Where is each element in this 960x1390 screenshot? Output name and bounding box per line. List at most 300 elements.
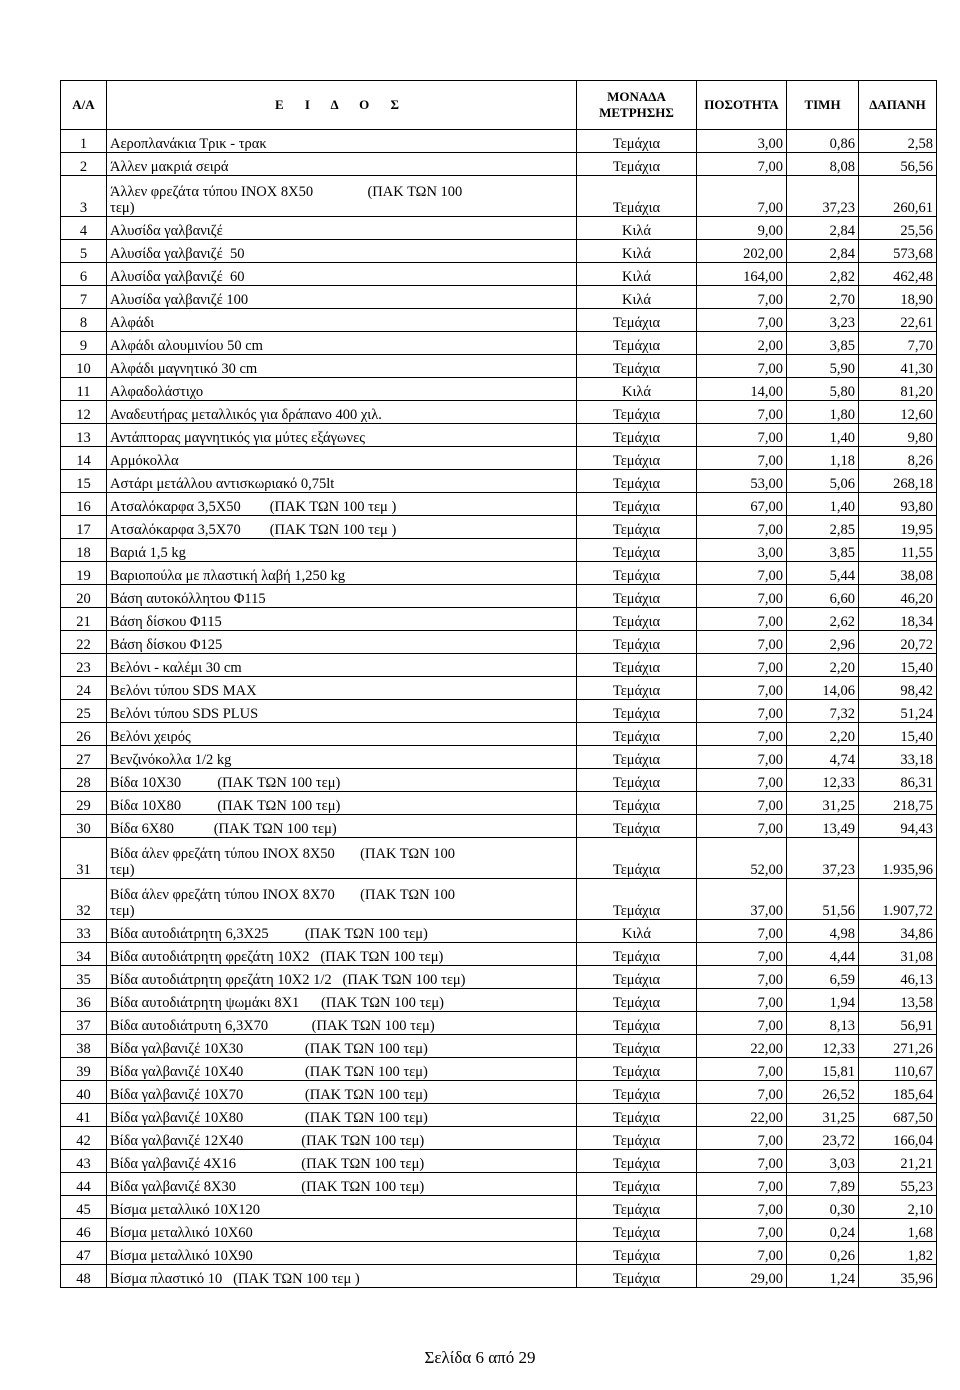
row-quantity: 22,00	[697, 1035, 787, 1058]
row-unit: Τεμάχια	[577, 654, 697, 677]
row-description: Αλφάδι αλουμινίου 50 cm	[107, 332, 577, 355]
row-number: 31	[61, 838, 107, 879]
row-number: 20	[61, 585, 107, 608]
row-price: 8,08	[787, 153, 859, 176]
header-unit	[577, 81, 697, 130]
row-price: 5,80	[787, 378, 859, 401]
row-price: 2,20	[787, 723, 859, 746]
table-row	[61, 217, 937, 240]
row-unit: Τεμάχια	[577, 989, 697, 1012]
row-cost: 11,55	[859, 539, 937, 562]
row-price: 4,98	[787, 920, 859, 943]
row-quantity: 7,00	[697, 989, 787, 1012]
row-cost: 22,61	[859, 309, 937, 332]
row-cost: 15,40	[859, 723, 937, 746]
table-row	[61, 176, 937, 217]
row-number: 5	[61, 240, 107, 263]
row-price: 3,85	[787, 539, 859, 562]
row-quantity: 53,00	[697, 470, 787, 493]
row-description: Αεροπλανάκια Τρικ - τρακ	[107, 130, 577, 153]
row-number: 40	[61, 1081, 107, 1104]
row-price: 1,18	[787, 447, 859, 470]
items-table	[60, 80, 937, 1288]
row-number: 18	[61, 539, 107, 562]
table-row	[61, 309, 937, 332]
row-price: 3,03	[787, 1150, 859, 1173]
row-number: 37	[61, 1012, 107, 1035]
row-price: 1,40	[787, 424, 859, 447]
row-unit: Τεμάχια	[577, 401, 697, 424]
row-number: 3	[61, 176, 107, 217]
row-unit: Τεμάχια	[577, 769, 697, 792]
row-description: Αλφάδι	[107, 309, 577, 332]
row-cost: 1,68	[859, 1219, 937, 1242]
row-number: 15	[61, 470, 107, 493]
row-cost: 20,72	[859, 631, 937, 654]
row-number: 1	[61, 130, 107, 153]
row-cost: 18,34	[859, 608, 937, 631]
row-number: 9	[61, 332, 107, 355]
row-cost: 260,61	[859, 176, 937, 217]
row-description: Βίδα 10Χ80 (ΠΑΚ ΤΩΝ 100 τεμ)	[107, 792, 577, 815]
row-unit: Τεμάχια	[577, 539, 697, 562]
row-description: Βίδα γαλβανιζέ 8Χ30 (ΠΑΚ ΤΩΝ 100 τεμ)	[107, 1173, 577, 1196]
row-price: 2,20	[787, 654, 859, 677]
row-cost: 56,56	[859, 153, 937, 176]
row-quantity: 7,00	[697, 585, 787, 608]
row-price: 26,52	[787, 1081, 859, 1104]
row-quantity: 7,00	[697, 792, 787, 815]
row-price: 3,85	[787, 332, 859, 355]
row-quantity: 3,00	[697, 539, 787, 562]
row-cost: 573,68	[859, 240, 937, 263]
row-cost: 15,40	[859, 654, 937, 677]
row-price: 12,33	[787, 1035, 859, 1058]
row-unit: Τεμάχια	[577, 470, 697, 493]
row-cost: 2,10	[859, 1196, 937, 1219]
row-cost: 94,43	[859, 815, 937, 838]
row-price: 23,72	[787, 1127, 859, 1150]
row-unit: Τεμάχια	[577, 516, 697, 539]
row-cost: 31,08	[859, 943, 937, 966]
table-row	[61, 1127, 937, 1150]
row-quantity: 7,00	[697, 562, 787, 585]
row-price: 0,86	[787, 130, 859, 153]
table-row	[61, 1035, 937, 1058]
row-cost: 462,48	[859, 263, 937, 286]
row-price: 6,59	[787, 966, 859, 989]
row-cost: 33,18	[859, 746, 937, 769]
table-row	[61, 355, 937, 378]
table-row	[61, 746, 937, 769]
row-quantity: 7,00	[697, 815, 787, 838]
row-cost: 9,80	[859, 424, 937, 447]
header-product-label: Ε Ι Δ Ο Σ	[274, 97, 409, 112]
row-number: 48	[61, 1265, 107, 1288]
table-row	[61, 1242, 937, 1265]
table-row	[61, 989, 937, 1012]
row-unit: Κιλά	[577, 920, 697, 943]
row-price: 1,80	[787, 401, 859, 424]
row-number: 42	[61, 1127, 107, 1150]
row-quantity: 7,00	[697, 1127, 787, 1150]
row-cost: 166,04	[859, 1127, 937, 1150]
row-unit: Τεμάχια	[577, 723, 697, 746]
table-row	[61, 401, 937, 424]
row-description: Άλλεν φρεζάτα τύπου INOX 8X50 (ΠΑΚ ΤΩΝ 100 τεμ)	[107, 176, 577, 217]
row-price: 5,44	[787, 562, 859, 585]
row-cost: 185,64	[859, 1081, 937, 1104]
row-unit: Τεμάχια	[577, 1265, 697, 1288]
row-description: Βάση αυτοκόλλητου Φ115	[107, 585, 577, 608]
table-row	[61, 470, 937, 493]
row-price: 2,85	[787, 516, 859, 539]
table-row	[61, 562, 937, 585]
row-unit: Τεμάχια	[577, 309, 697, 332]
row-price: 13,49	[787, 815, 859, 838]
row-cost: 18,90	[859, 286, 937, 309]
row-number: 30	[61, 815, 107, 838]
row-description: Βελόνι - καλέμι 30 cm	[107, 654, 577, 677]
table-row	[61, 654, 937, 677]
row-price: 1,24	[787, 1265, 859, 1288]
row-description: Βίδα γαλβανιζέ 10Χ40 (ΠΑΚ ΤΩΝ 100 τεμ)	[107, 1058, 577, 1081]
row-cost: 55,23	[859, 1173, 937, 1196]
row-quantity: 7,00	[697, 286, 787, 309]
row-number: 32	[61, 879, 107, 920]
row-quantity: 52,00	[697, 838, 787, 879]
row-cost: 98,42	[859, 677, 937, 700]
row-quantity: 7,00	[697, 1219, 787, 1242]
row-quantity: 7,00	[697, 631, 787, 654]
row-unit: Τεμάχια	[577, 1035, 697, 1058]
table-row	[61, 493, 937, 516]
row-number: 14	[61, 447, 107, 470]
row-quantity: 7,00	[697, 401, 787, 424]
table-row	[61, 1196, 937, 1219]
row-price: 0,26	[787, 1242, 859, 1265]
row-number: 44	[61, 1173, 107, 1196]
row-quantity: 7,00	[697, 769, 787, 792]
row-quantity: 7,00	[697, 1012, 787, 1035]
row-description: Αντάπτορας μαγνητικός για μύτες εξάγωνες	[107, 424, 577, 447]
table-row	[61, 700, 937, 723]
table-row	[61, 943, 937, 966]
row-cost: 1.935,96	[859, 838, 937, 879]
row-unit: Τεμάχια	[577, 332, 697, 355]
row-number: 4	[61, 217, 107, 240]
row-unit: Τεμάχια	[577, 447, 697, 470]
table-row	[61, 539, 937, 562]
header-unit-line1: ΜΟΝΑΔΑ	[607, 89, 666, 104]
row-description: Βίδα 10Χ30 (ΠΑΚ ΤΩΝ 100 τεμ)	[107, 769, 577, 792]
row-cost: 12,60	[859, 401, 937, 424]
row-cost: 271,26	[859, 1035, 937, 1058]
row-description: Αλυσίδα γαλβανιζέ 100	[107, 286, 577, 309]
row-quantity: 7,00	[697, 966, 787, 989]
row-price: 15,81	[787, 1058, 859, 1081]
row-quantity: 7,00	[697, 1173, 787, 1196]
row-unit: Κιλά	[577, 240, 697, 263]
row-description: Ατσαλόκαρφα 3,5Χ70 (ΠΑΚ ΤΩΝ 100 τεμ )	[107, 516, 577, 539]
table-body	[61, 130, 937, 1288]
row-unit: Τεμάχια	[577, 631, 697, 654]
header-product	[107, 81, 577, 130]
row-number: 19	[61, 562, 107, 585]
row-cost: 41,30	[859, 355, 937, 378]
row-number: 10	[61, 355, 107, 378]
row-number: 16	[61, 493, 107, 516]
row-cost: 8,26	[859, 447, 937, 470]
row-cost: 93,80	[859, 493, 937, 516]
table-row	[61, 966, 937, 989]
row-quantity: 7,00	[697, 516, 787, 539]
row-quantity: 202,00	[697, 240, 787, 263]
row-number: 43	[61, 1150, 107, 1173]
row-description: Βίδα γαλβανιζέ 10Χ70 (ΠΑΚ ΤΩΝ 100 τεμ)	[107, 1081, 577, 1104]
row-quantity: 22,00	[697, 1104, 787, 1127]
row-cost: 35,96	[859, 1265, 937, 1288]
row-description: Βελόνι τύπου SDS MAX	[107, 677, 577, 700]
row-quantity: 7,00	[697, 654, 787, 677]
table-row	[61, 130, 937, 153]
row-quantity: 7,00	[697, 700, 787, 723]
row-unit: Τεμάχια	[577, 355, 697, 378]
row-description: Βίσμα πλαστικό 10 (ΠΑΚ ΤΩΝ 100 τεμ )	[107, 1265, 577, 1288]
row-unit: Κιλά	[577, 378, 697, 401]
row-unit: Τεμάχια	[577, 1012, 697, 1035]
table-row	[61, 838, 937, 879]
row-number: 26	[61, 723, 107, 746]
row-price: 7,32	[787, 700, 859, 723]
row-description: Βίδα γαλβανιζέ 12Χ40 (ΠΑΚ ΤΩΝ 100 τεμ)	[107, 1127, 577, 1150]
row-description: Βίδα αυτοδιάτρητη φρεζάτη 10Χ2 1/2 (ΠΑΚ ΤΩΝ 100 τεμ)	[107, 966, 577, 989]
row-price: 51,56	[787, 879, 859, 920]
row-number: 22	[61, 631, 107, 654]
row-price: 31,25	[787, 792, 859, 815]
row-price: 2,82	[787, 263, 859, 286]
table-row	[61, 1058, 937, 1081]
table-row	[61, 424, 937, 447]
row-description: Βίδα γαλβανιζέ 4Χ16 (ΠΑΚ ΤΩΝ 100 τεμ)	[107, 1150, 577, 1173]
row-quantity: 67,00	[697, 493, 787, 516]
row-description: Βίδα άλεν φρεζάτη τύπου INOX 8X70 (ΠΑΚ ΤΩΝ 100 τεμ)	[107, 879, 577, 920]
row-number: 36	[61, 989, 107, 1012]
row-description: Αρμόκολλα	[107, 447, 577, 470]
row-unit: Τεμάχια	[577, 493, 697, 516]
row-cost: 56,91	[859, 1012, 937, 1035]
row-number: 35	[61, 966, 107, 989]
row-price: 5,90	[787, 355, 859, 378]
table-row	[61, 516, 937, 539]
row-quantity: 3,00	[697, 130, 787, 153]
table-row	[61, 263, 937, 286]
row-number: 39	[61, 1058, 107, 1081]
row-price: 3,23	[787, 309, 859, 332]
row-description: Αναδευτήρας μεταλλικός για δράπανο 400 χιλ.	[107, 401, 577, 424]
table-row	[61, 792, 937, 815]
table-row	[61, 1081, 937, 1104]
table-row	[61, 286, 937, 309]
row-number: 13	[61, 424, 107, 447]
row-cost: 51,24	[859, 700, 937, 723]
row-cost: 13,58	[859, 989, 937, 1012]
row-cost: 34,86	[859, 920, 937, 943]
row-description: Αστάρι μετάλλου αντισκωριακό 0,75lt	[107, 470, 577, 493]
row-description: Άλλεν μακριά σειρά	[107, 153, 577, 176]
row-price: 31,25	[787, 1104, 859, 1127]
row-cost: 1.907,72	[859, 879, 937, 920]
table-row	[61, 240, 937, 263]
row-description: Ατσαλόκαρφα 3,5Χ50 (ΠΑΚ ΤΩΝ 100 τεμ )	[107, 493, 577, 516]
row-description: Βίδα αυτοδιάτρυτη 6,3Χ70 (ΠΑΚ ΤΩΝ 100 τεμ)	[107, 1012, 577, 1035]
table-row	[61, 1219, 937, 1242]
row-cost: 1,82	[859, 1242, 937, 1265]
row-price: 5,06	[787, 470, 859, 493]
row-description: Αλυσίδα γαλβανιζέ 60	[107, 263, 577, 286]
row-number: 47	[61, 1242, 107, 1265]
row-unit: Τεμάχια	[577, 1081, 697, 1104]
row-quantity: 29,00	[697, 1265, 787, 1288]
row-description: Βίσμα μεταλλικό 10Χ90	[107, 1242, 577, 1265]
row-cost: 81,20	[859, 378, 937, 401]
row-unit: Τεμάχια	[577, 1150, 697, 1173]
table-row	[61, 879, 937, 920]
row-description: Βελόνι χειρός	[107, 723, 577, 746]
row-cost: 268,18	[859, 470, 937, 493]
row-price: 14,06	[787, 677, 859, 700]
row-price: 1,40	[787, 493, 859, 516]
row-quantity: 7,00	[697, 1150, 787, 1173]
header-qty: ΠΟΣΟΤΗΤΑ	[697, 81, 787, 130]
row-unit: Τεμάχια	[577, 966, 697, 989]
row-price: 4,44	[787, 943, 859, 966]
row-cost: 86,31	[859, 769, 937, 792]
row-cost: 19,95	[859, 516, 937, 539]
row-cost: 21,21	[859, 1150, 937, 1173]
row-unit: Κιλά	[577, 217, 697, 240]
row-number: 38	[61, 1035, 107, 1058]
row-unit: Τεμάχια	[577, 746, 697, 769]
row-price: 4,74	[787, 746, 859, 769]
row-unit: Τεμάχια	[577, 815, 697, 838]
row-unit: Τεμάχια	[577, 153, 697, 176]
row-quantity: 7,00	[697, 153, 787, 176]
row-description: Βίδα αυτοδιάτρητη 6,3Χ25 (ΠΑΚ ΤΩΝ 100 τεμ)	[107, 920, 577, 943]
row-description: Βίδα αυτοδιάτρητη ψωμάκι 8Χ1 (ΠΑΚ ΤΩΝ 100 τεμ)	[107, 989, 577, 1012]
row-unit: Τεμάχια	[577, 879, 697, 920]
row-unit: Τεμάχια	[577, 1173, 697, 1196]
row-unit: Τεμάχια	[577, 677, 697, 700]
row-description: Βενζινόκολλα 1/2 kg	[107, 746, 577, 769]
row-number: 45	[61, 1196, 107, 1219]
row-unit: Τεμάχια	[577, 838, 697, 879]
table-row	[61, 677, 937, 700]
row-price: 1,94	[787, 989, 859, 1012]
row-description: Βίσμα μεταλλικό 10Χ60	[107, 1219, 577, 1242]
row-quantity: 7,00	[697, 424, 787, 447]
row-price: 0,24	[787, 1219, 859, 1242]
row-cost: 46,13	[859, 966, 937, 989]
row-quantity: 7,00	[697, 677, 787, 700]
row-quantity: 7,00	[697, 920, 787, 943]
table-row	[61, 332, 937, 355]
row-number: 6	[61, 263, 107, 286]
row-unit: Τεμάχια	[577, 608, 697, 631]
row-description: Βελόνι τύπου SDS PLUS	[107, 700, 577, 723]
row-price: 2,84	[787, 217, 859, 240]
row-cost: 7,70	[859, 332, 937, 355]
table-row	[61, 1104, 937, 1127]
row-number: 24	[61, 677, 107, 700]
table-header-row	[61, 81, 937, 130]
row-unit: Τεμάχια	[577, 585, 697, 608]
row-number: 23	[61, 654, 107, 677]
header-cost: ΔΑΠΑΝΗ	[859, 81, 937, 130]
row-number: 11	[61, 378, 107, 401]
table-row	[61, 447, 937, 470]
row-unit: Κιλά	[577, 286, 697, 309]
row-unit: Τεμάχια	[577, 176, 697, 217]
row-unit: Τεμάχια	[577, 424, 697, 447]
row-quantity: 7,00	[697, 723, 787, 746]
row-cost: 687,50	[859, 1104, 937, 1127]
row-quantity: 7,00	[697, 608, 787, 631]
row-unit: Τεμάχια	[577, 130, 697, 153]
table-row	[61, 920, 937, 943]
row-quantity: 7,00	[697, 746, 787, 769]
row-price: 2,70	[787, 286, 859, 309]
row-unit: Τεμάχια	[577, 943, 697, 966]
row-number: 12	[61, 401, 107, 424]
row-quantity: 2,00	[697, 332, 787, 355]
row-description: Αλυσίδα γαλβανιζέ 50	[107, 240, 577, 263]
row-price: 37,23	[787, 838, 859, 879]
row-quantity: 7,00	[697, 355, 787, 378]
row-price: 0,30	[787, 1196, 859, 1219]
row-unit: Τεμάχια	[577, 792, 697, 815]
page-footer: Σελίδα 6 από 29	[424, 1348, 536, 1367]
row-cost: 46,20	[859, 585, 937, 608]
row-price: 7,89	[787, 1173, 859, 1196]
row-unit: Τεμάχια	[577, 700, 697, 723]
row-description: Αλφαδολάστιχο	[107, 378, 577, 401]
row-description: Βίδα 6Χ80 (ΠΑΚ ΤΩΝ 100 τεμ)	[107, 815, 577, 838]
row-description: Βαριοπούλα με πλαστική λαβή 1,250 kg	[107, 562, 577, 585]
row-cost: 110,67	[859, 1058, 937, 1081]
row-unit: Τεμάχια	[577, 1104, 697, 1127]
header-no: Α/Α	[61, 81, 107, 130]
row-description: Βίδα άλεν φρεζάτη τύπου INOX 8X50 (ΠΑΚ ΤΩΝ 100 τεμ)	[107, 838, 577, 879]
table-row	[61, 378, 937, 401]
table-row	[61, 723, 937, 746]
row-quantity: 7,00	[697, 1196, 787, 1219]
row-number: 28	[61, 769, 107, 792]
row-unit: Τεμάχια	[577, 562, 697, 585]
row-number: 21	[61, 608, 107, 631]
row-unit: Κιλά	[577, 263, 697, 286]
row-quantity: 7,00	[697, 1081, 787, 1104]
row-quantity: 7,00	[697, 447, 787, 470]
row-description: Αλφάδι μαγνητικό 30 cm	[107, 355, 577, 378]
row-number: 25	[61, 700, 107, 723]
row-quantity: 9,00	[697, 217, 787, 240]
row-number: 7	[61, 286, 107, 309]
row-price: 37,23	[787, 176, 859, 217]
row-number: 46	[61, 1219, 107, 1242]
row-quantity: 164,00	[697, 263, 787, 286]
table-row	[61, 1012, 937, 1035]
